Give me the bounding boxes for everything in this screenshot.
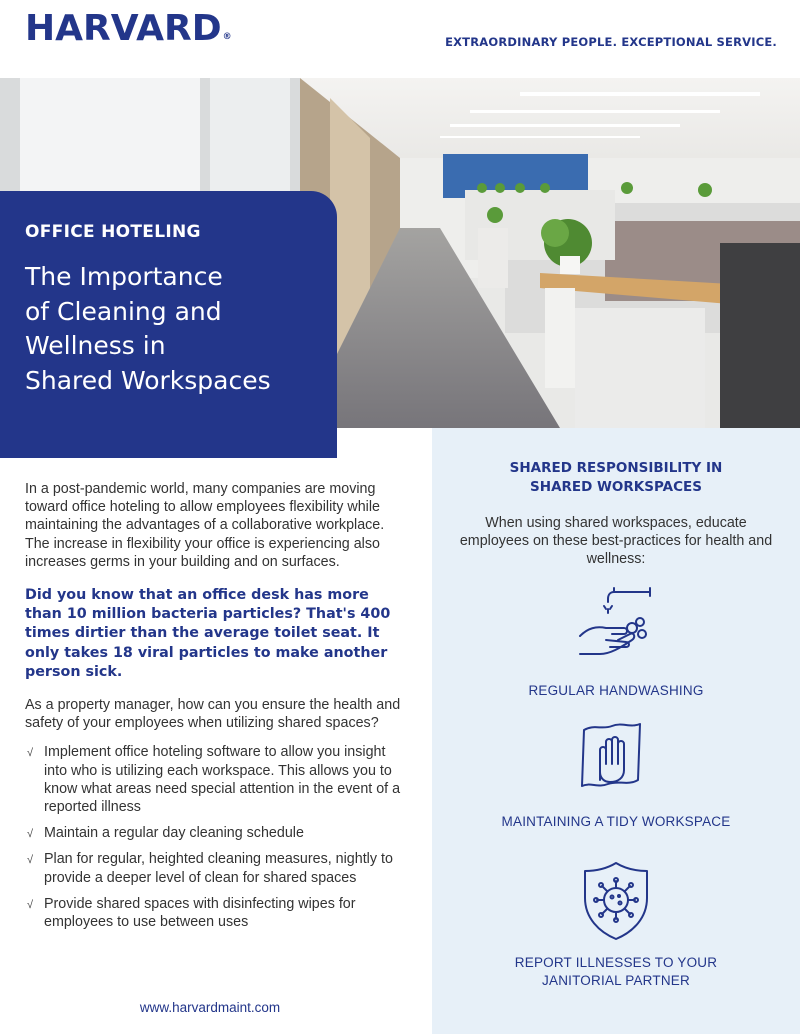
harvard-logo: HARVARD®	[25, 8, 232, 49]
virus-shield-icon	[581, 860, 651, 942]
page-header	[0, 0, 800, 78]
handwashing-label: REGULAR HANDWASHING	[528, 683, 704, 698]
shared-responsibility-panel	[432, 428, 800, 1034]
bacteria-callout: Did you know that an office desk has more than 10 million bacteria particles? That's 400 times dirtier than the average toilet seat. It only takes 18 viral particles to make another person sick.	[25, 587, 391, 680]
tidy-workspace-label: MAINTAINING A TIDY WORKSPACE	[501, 814, 731, 829]
list-item: √ Provide shared spaces with disinfecting wipes for employees to use between uses	[27, 895, 356, 931]
check-icon: √	[27, 828, 34, 841]
panel-heading: SHARED RESPONSIBILITY IN SHARED WORKSPACES	[509, 460, 723, 495]
hero-title-box	[0, 191, 337, 458]
check-icon: √	[27, 747, 34, 760]
tagline: EXTRAORDINARY PEOPLE. EXCEPTIONAL SERVICE.	[445, 35, 777, 49]
eyebrow-label: OFFICE HOTELING	[25, 222, 201, 242]
list-item: √ Implement office hoteling software to allow you insight into who is utilizing each workspace. This allows you to know what areas need special attention in the event of a reported illness	[27, 744, 401, 816]
website-link[interactable]: www.harvardmaint.com	[139, 1000, 281, 1015]
manager-question: As a property manager, how can you ensure the health and safety of your employees when utilizing shared spaces?	[25, 697, 401, 732]
handwashing-icon	[576, 584, 656, 664]
panel-intro: When using shared workspaces, educate employees on these best-practices for health and wellness:	[459, 515, 773, 568]
check-icon: √	[27, 898, 34, 911]
intro-paragraph: In a post-pandemic world, many companies are moving toward office hoteling to allow employees flexibility while maintaining the advantages of a collaborative workplace. The increase in flexibility your office is experiencing also increases germs in your building and on surfaces.	[25, 481, 385, 570]
list-item: √ Maintain a regular day cleaning schedule	[25, 824, 405, 842]
page-title: The Importance of Cleaning and Wellness in Shared Workspaces	[25, 262, 271, 395]
main-content	[25, 480, 405, 939]
check-icon: √	[27, 854, 34, 867]
wiping-hand-icon	[578, 720, 648, 792]
checklist	[25, 743, 405, 931]
report-illness-label: REPORT ILLNESSES TO YOUR JANITORIAL PARTNER	[514, 955, 718, 988]
list-item: √ Plan for regular, heighted cleaning measures, nightly to provide a deeper level of clean for shared spaces	[27, 851, 393, 886]
